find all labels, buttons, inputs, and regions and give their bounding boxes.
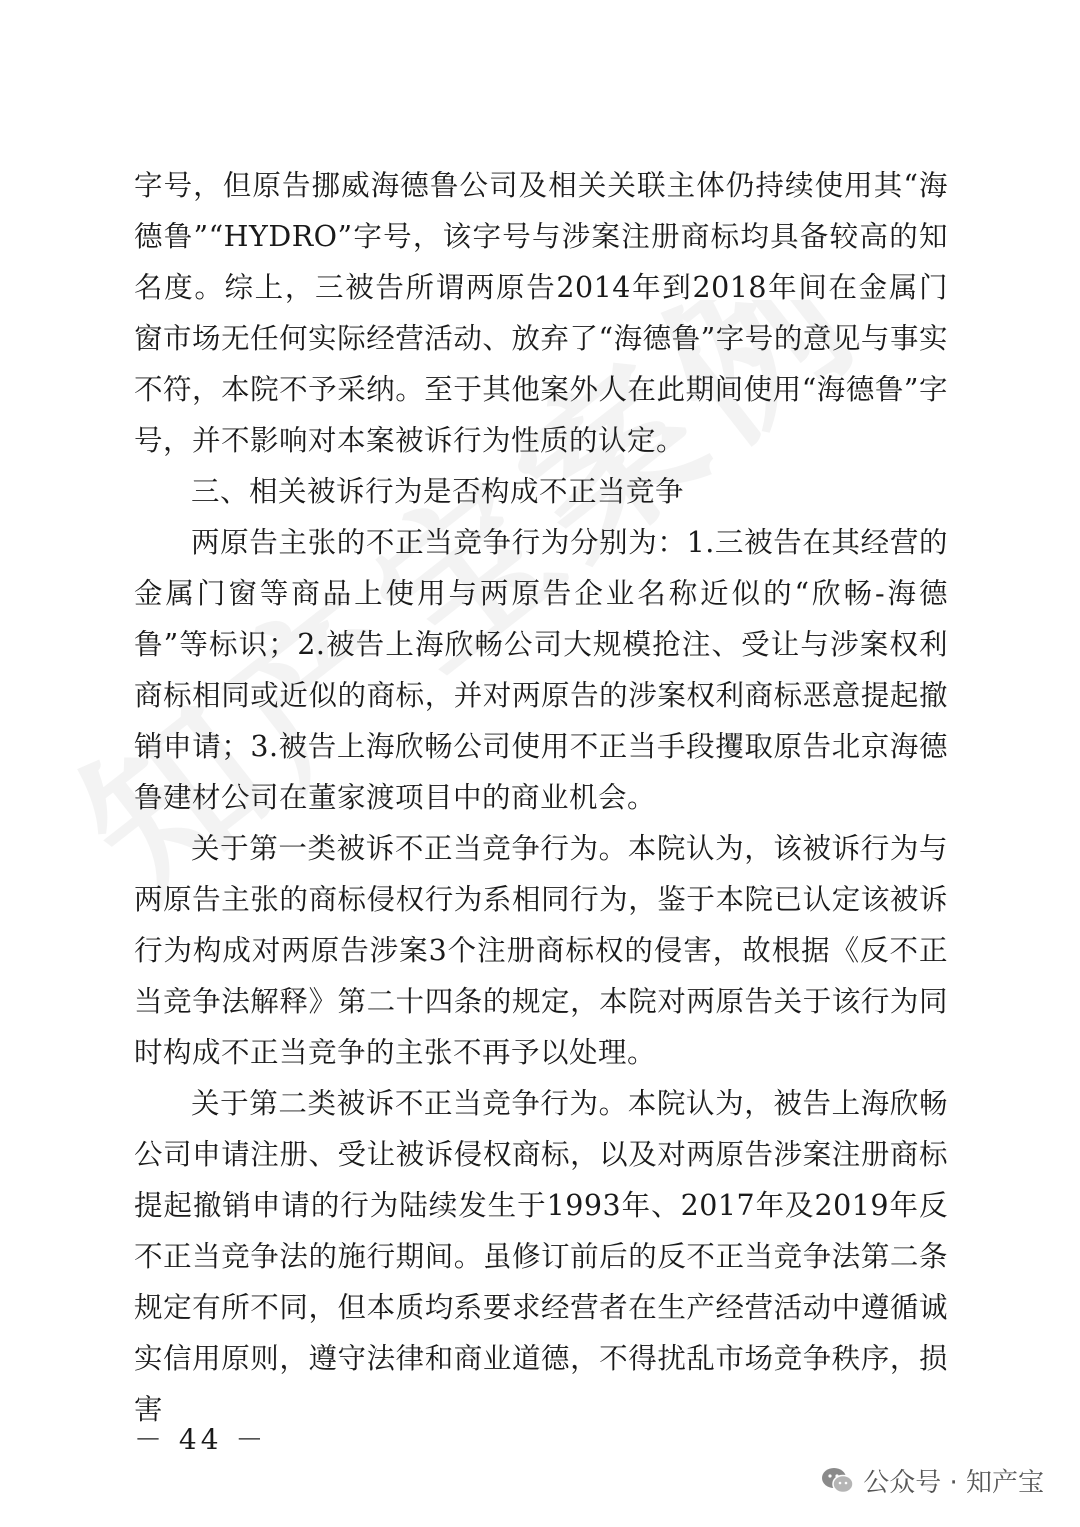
paragraph-4: 关于第一类被诉不正当竞争行为。本院认为，该被诉行为与两原告主张的商标侵权行为系相同行为，鉴于本院已认定该被诉行为构成对两原告涉案3个注册商标权的侵害，故根据《反不正当竞争法解释》第二十四条的规定，本院对两原告关于该行为同时构成不正当竞争的主张不再予以处理。 xyxy=(134,832,948,1069)
paragraph-1: 字号，但原告挪威海德鲁公司及相关关联主体仍持续使用其“海德鲁”“HYDRO”字号，该字号与涉案注册商标均具备较高的知名度。综上，三被告所谓两原告2014年到2018年间在金属门窗市场无任何实际经营活动、放弃了“海德鲁”字号的意见与事实不符，本院不予采纳。至于其他案外人在此期间使用“海德鲁”字号，并不影响对本案被诉行为性质的认定。 xyxy=(134,169,948,457)
footer-text: 公众号 · 知产宝 xyxy=(863,1468,1044,1498)
paragraph-5: 关于第二类被诉不正当竞争行为。本院认为，被告上海欣畅公司申请注册、受让被诉侵权商标，以及对两原告涉案注册商标提起撤销申请的行为陆续发生于1993年、2017年及2019年反不正当竞争法的施行期间。虽修订前后的反不正当竞争法第二条规定有所不同，但本质均系要求经营者在生产经营活动中遵循诚实信用原则，遵守法律和商业道德，不得扰乱市场竞争秩序，损害 xyxy=(134,1087,948,1426)
section-heading: 三、相关被诉行为是否构成不正当竞争 xyxy=(191,475,685,508)
document-body xyxy=(134,160,948,1435)
paragraph-3: 两原告主张的不正当竞争行为分别为：1.三被告在其经营的金属门窗等商品上使用与两原告企业名称近似的“欣畅-海德鲁”等标识；2.被告上海欣畅公司大规模抢注、受让与涉案权利商标相同或近似的商标，并对两原告的涉案权利商标恶意提起撤销申请；3.被告上海欣畅公司使用不正当手段攫取原告北京海德鲁建材公司在董家渡项目中的商业机会。 xyxy=(134,526,948,814)
footer-source xyxy=(821,1462,1044,1499)
page-number: － 44 － xyxy=(134,1423,268,1456)
wechat-icon xyxy=(821,1466,855,1496)
